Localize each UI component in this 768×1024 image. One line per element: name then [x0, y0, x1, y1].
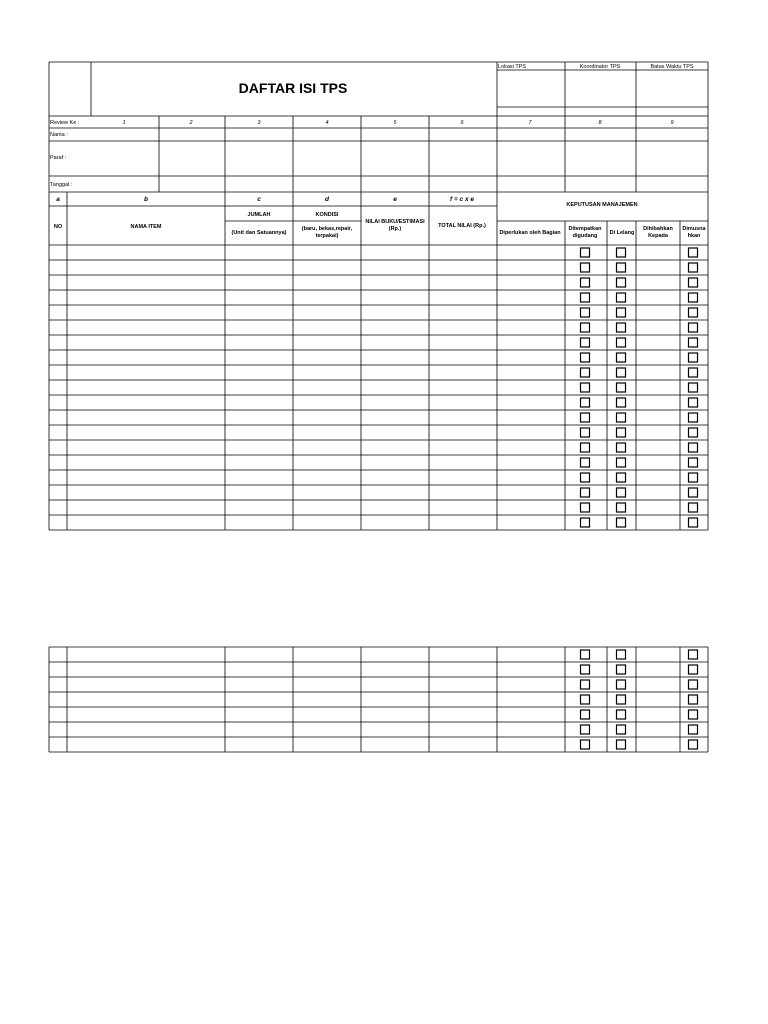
header-jumlah-sub: (Unit dan Satuannya) [231, 230, 287, 236]
checkbox[interactable] [617, 518, 626, 527]
checkbox[interactable] [617, 338, 626, 347]
checkbox[interactable] [689, 518, 698, 527]
checkbox[interactable] [581, 248, 590, 257]
checkbox[interactable] [617, 650, 626, 659]
review-number: 9 [670, 120, 674, 126]
checkbox[interactable] [689, 353, 698, 362]
checkbox[interactable] [581, 680, 590, 689]
table-grid [49, 62, 708, 752]
header-dilelang: Di Lelang [609, 230, 635, 236]
header-dihibahkan-1: Dihibahkan [643, 226, 673, 232]
checkbox[interactable] [689, 323, 698, 332]
koordinator-tps-label: Koordinator TPS [579, 64, 621, 70]
checkbox[interactable] [581, 665, 590, 674]
header-dihibahkan-2: Kepada [648, 233, 668, 239]
col-letter-b: b [144, 196, 148, 203]
header-nilai-1: NILAI BUKU/ESTIMASI [365, 219, 425, 225]
checkbox[interactable] [581, 443, 590, 452]
review-number: 1 [122, 120, 126, 126]
checkbox[interactable] [581, 473, 590, 482]
checkbox[interactable] [581, 323, 590, 332]
nama-label: Nama : [50, 132, 68, 138]
checkbox[interactable] [581, 725, 590, 734]
checkbox[interactable] [689, 503, 698, 512]
review-number: 6 [460, 120, 464, 126]
checkbox[interactable] [689, 680, 698, 689]
checkbox[interactable] [617, 293, 626, 302]
checkbox[interactable] [581, 353, 590, 362]
checkbox[interactable] [617, 398, 626, 407]
lokasi-tps-label: Lokasi TPS [498, 64, 527, 70]
checkbox[interactable] [581, 503, 590, 512]
checkbox[interactable] [581, 278, 590, 287]
checkbox[interactable] [617, 248, 626, 257]
checkbox[interactable] [617, 323, 626, 332]
review-ke-label: Review Ke : [50, 120, 80, 126]
checkbox[interactable] [581, 308, 590, 317]
checkbox[interactable] [581, 398, 590, 407]
checkbox[interactable] [617, 665, 626, 674]
tanggal-label: Tanggal : [50, 182, 73, 188]
header-kondisi-sub-1: (baru, bekas,repair, [301, 226, 353, 232]
page-title: DAFTAR ISI TPS [238, 80, 348, 96]
checkbox[interactable] [581, 368, 590, 377]
checkbox[interactable] [581, 263, 590, 272]
checkbox[interactable] [581, 518, 590, 527]
checkbox[interactable] [581, 383, 590, 392]
checkbox[interactable] [617, 278, 626, 287]
checkbox[interactable] [581, 488, 590, 497]
review-number: 3 [257, 120, 261, 126]
checkbox[interactable] [617, 488, 626, 497]
col-letter-d: d [325, 196, 329, 203]
checkbox[interactable] [689, 740, 698, 749]
review-number: 4 [325, 120, 329, 126]
checkbox[interactable] [689, 383, 698, 392]
checkbox[interactable] [581, 428, 590, 437]
review-number: 5 [393, 120, 397, 126]
checkbox[interactable] [617, 353, 626, 362]
checkbox[interactable] [617, 710, 626, 719]
checkbox[interactable] [617, 695, 626, 704]
checkbox[interactable] [689, 278, 698, 287]
checkbox[interactable] [689, 248, 698, 257]
col-letter-c: c [257, 196, 261, 203]
checkbox[interactable] [581, 413, 590, 422]
checkbox[interactable] [689, 413, 698, 422]
checkbox[interactable] [689, 443, 698, 452]
checkbox[interactable] [689, 293, 698, 302]
header-dimusnahkan-1: Dimusna [682, 226, 706, 232]
review-number: 7 [528, 120, 532, 126]
header-keputusan: KEPUTUSAN MANAJEMEN [566, 202, 638, 208]
header-kondisi-sub-2: terpakai) [315, 233, 339, 239]
header-ditempatkan-2: digudang [572, 233, 598, 239]
checkbox[interactable] [617, 458, 626, 467]
checkbox[interactable] [581, 650, 590, 659]
header-ditempatkan-1: Ditempatkan [568, 226, 602, 232]
checkbox[interactable] [689, 488, 698, 497]
checkbox[interactable] [581, 740, 590, 749]
header-diperlukan: Diperlukan oleh Bagian [499, 230, 561, 236]
checkbox[interactable] [689, 665, 698, 674]
header-no: NO [53, 224, 63, 230]
checkbox[interactable] [689, 428, 698, 437]
header-dimusnahkan-2: hkan [687, 233, 701, 239]
checkbox[interactable] [617, 725, 626, 734]
checkbox[interactable] [689, 710, 698, 719]
checkbox[interactable] [689, 308, 698, 317]
checkbox[interactable] [689, 650, 698, 659]
header-nama-item: NAMA ITEM [130, 224, 162, 230]
checkbox[interactable] [617, 740, 626, 749]
header-kondisi: KONDISI [315, 212, 339, 218]
batas-waktu-tps-label: Batas Waktu TPS [650, 64, 694, 70]
checkbox[interactable] [617, 368, 626, 377]
paraf-label: Paraf : [50, 155, 67, 161]
checkbox[interactable] [689, 368, 698, 377]
checkbox[interactable] [581, 458, 590, 467]
checkbox[interactable] [689, 458, 698, 467]
checkbox[interactable] [617, 443, 626, 452]
review-number: 2 [189, 120, 193, 126]
review-numbers [122, 120, 673, 126]
checkbox[interactable] [617, 308, 626, 317]
checkbox[interactable] [689, 695, 698, 704]
col-letter-a: a [56, 196, 60, 203]
col-letter-f: f = c x e [449, 196, 475, 203]
checkbox[interactable] [581, 338, 590, 347]
checkbox[interactable] [617, 680, 626, 689]
checkbox[interactable] [617, 503, 626, 512]
header-nilai-2: (Rp.) [388, 226, 402, 232]
checkbox[interactable] [689, 338, 698, 347]
checkbox[interactable] [689, 725, 698, 734]
checkbox[interactable] [689, 398, 698, 407]
checkbox[interactable] [689, 473, 698, 482]
checkbox[interactable] [581, 293, 590, 302]
header-total: TOTAL NILAI (Rp.) [438, 223, 486, 229]
checkbox[interactable] [617, 413, 626, 422]
review-number: 8 [598, 120, 602, 126]
checkbox[interactable] [581, 695, 590, 704]
col-letter-e: e [393, 196, 397, 203]
checkbox[interactable] [617, 263, 626, 272]
checkbox[interactable] [617, 383, 626, 392]
checkbox[interactable] [689, 263, 698, 272]
checkbox[interactable] [617, 473, 626, 482]
header-jumlah: JUMLAH [247, 212, 271, 218]
checkbox[interactable] [581, 710, 590, 719]
checkbox[interactable] [617, 428, 626, 437]
